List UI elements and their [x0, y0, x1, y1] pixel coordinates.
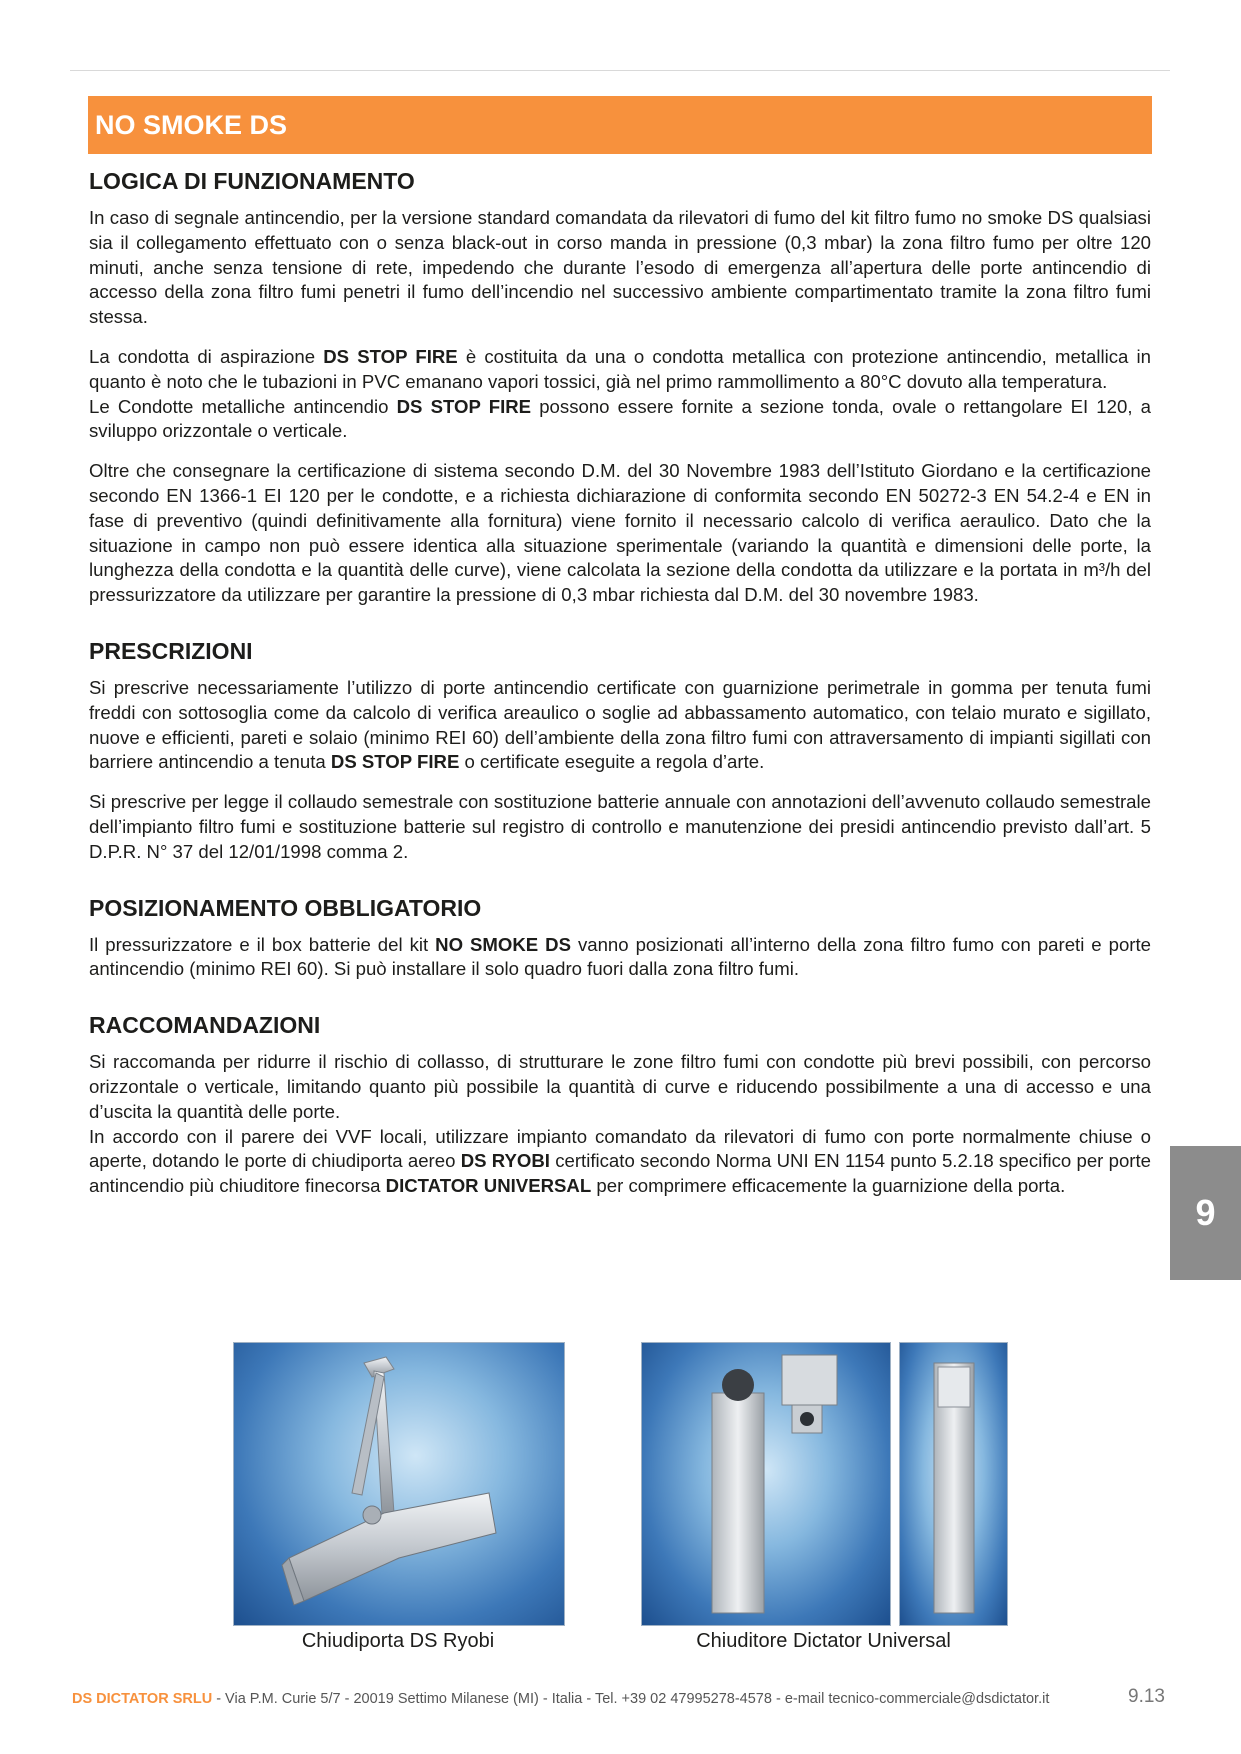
product-name: DS STOP FIRE — [330, 751, 460, 773]
dictator-universal-side-photo — [899, 1342, 1008, 1626]
paragraph: In caso di segnale antincendio, per la versione standard comandata da rilevatori di fumo del kit filtro fumo no smoke DS qualsiasi sia il collegamento effettuato con o senza black-out in corso manda in pressione (0,3 mbar) la zona filtro fumo per oltre 120 minuti, anche senza tensione di rete, impedendo che durante l’esodo di emergenza all’apertura delle porte antincendio di accesso della zona filtro fumi penetri il fumo dell’incendio nel successivo ambiente compartimentato tramite la zona filtro fumi stessa. — [89, 207, 1151, 328]
figure-caption: Chiudiporta DS Ryobi — [301, 1630, 495, 1652]
door-closer-photo — [233, 1342, 565, 1626]
footer-brand: DS DICTATOR SRLU — [72, 1691, 213, 1707]
text-span: per comprimere efficacemente la guarnizione della porta. — [591, 1175, 1066, 1197]
chapter-tab: 9 — [1170, 1146, 1241, 1280]
text-span: Si prescrive necessariamente l’utilizzo di porte antincendio certificate con guarnizione perimetrale in gomma per tenuta fumi freddi con sottosoglia come da calcolo di verifica areaulico o soglie ad abbassamento automatico, con telaio murato e sigillato, nuove e efficienti, pareti e solaio (minimo REI 60) dell’ambiente della zona filtro fumi con attraversamento di impianti sigillati con barriere antincendio a tenuta — [89, 676, 1151, 773]
figure-caption: Chiuditore Dictator Universal — [696, 1630, 951, 1652]
page-number: 9.13 — [1128, 1686, 1165, 1707]
section-posizionamento — [89, 893, 1151, 983]
section-heading: POSIZIONAMENTO OBBLIGATORIO — [89, 894, 482, 921]
door-closer-illustration — [234, 1343, 564, 1625]
section-heading: LOGICA DI FUNZIONAMENTO — [89, 168, 415, 194]
paragraph — [89, 1125, 1151, 1199]
section-prescrizioni — [89, 636, 1151, 865]
paragraph — [89, 395, 1151, 445]
product-name: DS STOP FIRE — [323, 345, 458, 367]
section-heading: RACCOMANDAZIONI — [89, 1012, 321, 1039]
product-name: NO SMOKE DS — [435, 933, 571, 955]
text-span: In accordo con il parere dei VVF locali, utilizzare impianto comandato da rilevatori di fumo con porte normalmente chiuse o aperte, dotando le porte di chiudiporta aereo — [89, 1125, 1151, 1172]
paragraph — [89, 345, 1151, 395]
section-raccomandazioni — [89, 1010, 1151, 1199]
text-span: è costituita da una o condotta metallica con protezione antincendio, metallica in quanto è noto che le tubazioni in PVC emanano vapori tossici, già nel primo rammollimento a 80°C dovuto alla temperatura. — [89, 345, 1152, 392]
footer-address: - Via P.M. Curie 5/7 - 20019 Settimo Milanese (MI) - Italia - Tel. +39 02 47995278-4578 - e-mail tecnico-commerciale@dsdictator.it — [212, 1691, 1050, 1707]
dictator-universal-side-illustration — [900, 1343, 1007, 1625]
text-span: Le Condotte metalliche antincendio — [89, 395, 397, 417]
section-heading: PRESCRIZIONI — [89, 637, 253, 664]
text-span: La condotta di aspirazione — [89, 345, 324, 367]
dictator-universal-photo — [641, 1342, 891, 1626]
main-content — [89, 166, 1151, 1227]
product-name: DICTATOR UNIVERSAL — [385, 1175, 592, 1197]
text-span: certificato secondo Norma UNI EN 1154 punto 5.2.18 specifico per porte antincendio più chiuditore finecorsa — [89, 1150, 1152, 1197]
section-logica — [89, 166, 1151, 608]
top-rule — [70, 70, 1170, 71]
paragraph: Oltre che consegnare la certificazione di sistema secondo D.M. del 30 Novembre 1983 dell’Istituto Giordano e la certificazione secondo EN 1366-1 EI 120 per le condotte, e a richiesta dichiarazione di conformita secondo EN 50272-3 EN 54.2-4 e EN in fase di preventivo (quindi definitivamente alla fornitura) viene fornito il necessario calcolo di verifica aeraulico. Dato che la situazione in campo non può essere identica alla situazione sperimentale (variando la quantità e dimensioni delle porte, la lunghezza della condotta e la quantità delle curve), viene calcolata la sezione della condotta da utilizzare e la portata in m³/h del pressurizzatore da utilizzare per garantire la pressione di 0,3 mbar richiesta dal D.M. del 30 novembre 1983. — [89, 460, 1151, 606]
paragraph: Si prescrive per legge il collaudo semestrale con sostituzione batterie annuale con annotazioni dell’avvenuto collaudo semestrale dell’impianto filtro fumi e sostituzione batterie sul registro di controllo e manutenzione dei presidi antincendio previsto dall’art. 5 D.P.R. N° 37 del 12/01/1998 comma 2. — [89, 791, 1151, 862]
paragraph — [89, 676, 1151, 775]
paragraph — [89, 933, 1151, 983]
dictator-universal-illustration — [642, 1343, 890, 1625]
text-span: vanno posizionati all’interno della zona filtro fumo con pareti e porte antincendio (minimo REI 60). Si può installare il solo quadro fuori dalla zona filtro fumi. — [89, 933, 1151, 980]
paragraph: Si raccomanda per ridurre il rischio di collasso, di strutturare le zone filtro fumi con condotte più brevi possibili, con percorso orizzontale o verticale, limitando quanto più possibile la quantità di curve e riducendo possibilmente a una di accesso e una d’uscita la quantità delle porte. — [89, 1051, 1151, 1122]
product-name: DS STOP FIRE — [396, 395, 532, 417]
text-span: possono essere fornite a sezione tonda, ovale o rettangolare EI 120, a sviluppo orizzontale o verticale. — [89, 395, 1151, 442]
text-span: Il pressurizzatore e il box batterie del kit — [89, 933, 436, 955]
footer — [72, 1691, 1049, 1707]
text-span: o certificate eseguite a regola d’arte. — [459, 751, 765, 773]
product-name: DS RYOBI — [460, 1150, 550, 1172]
page-title: NO SMOKE DS — [88, 96, 1152, 154]
